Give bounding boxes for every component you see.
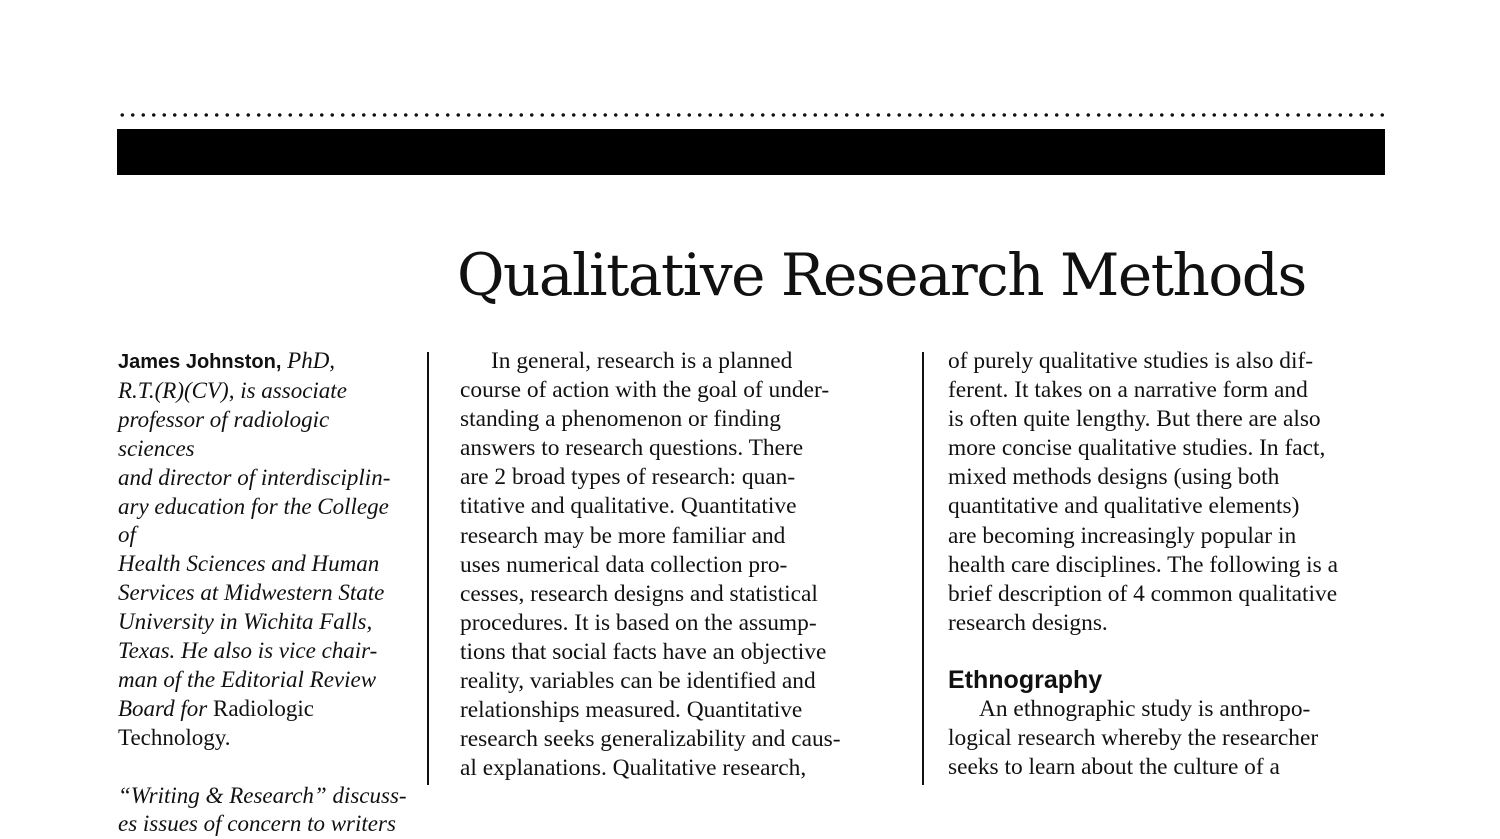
bio-line: Texas. He also is vice chair-: [118, 638, 378, 664]
text-line: answers to research questions. There: [460, 435, 804, 462]
bio-line: and director of interdisciplin-: [118, 464, 391, 490]
note-line: “Writing & Research” discuss-: [118, 782, 407, 808]
text-line: al explanations. Qualitative research,: [460, 755, 807, 782]
column-divider: [427, 352, 429, 785]
text-line: course of action with the goal of under-: [460, 377, 830, 404]
text-line: health care disciplines. The following is a: [948, 551, 1338, 578]
text-line: cesses, research designs and statistical: [460, 580, 818, 607]
text-line: seeks to learn about the culture of a: [948, 754, 1280, 781]
bio-line: R.T.(R)(CV), is associate: [118, 377, 347, 403]
bio-line: ary education for the College of: [118, 493, 389, 548]
bio-line: professor of radiologic sciences: [118, 406, 330, 461]
bio-line: Services at Midwestern State: [118, 580, 385, 606]
body-column-right: [948, 347, 1388, 782]
text-line: logical research whereby the researcher: [948, 725, 1319, 752]
text-line: standing a phenomenon or finding: [460, 406, 781, 433]
text-line: In general, research is a planned: [491, 348, 793, 374]
text-line: titative and qualitative. Quantitative: [460, 493, 797, 520]
text-line: are becoming increasingly popular in: [948, 522, 1297, 549]
author-name: James Johnston,: [118, 351, 282, 373]
text-line: ferent. It takes on a narrative form and: [948, 377, 1308, 404]
text-line: quantitative and qualitative elements): [948, 493, 1300, 520]
text-line: tions that social facts have an objective: [460, 638, 827, 665]
bio-line: Health Sciences and Human: [118, 551, 380, 577]
author-bio: [118, 347, 408, 753]
bio-line: Board for: [118, 695, 208, 721]
text-line: mixed methods designs (using both: [948, 464, 1280, 491]
text-line: brief description of 4 common qualitative: [948, 580, 1338, 607]
bio-line: man of the Editorial Review: [118, 666, 377, 692]
journal-name-cont: Technology.: [118, 724, 231, 750]
text-line: is often quite lengthy. But there are also: [948, 406, 1321, 433]
body-column-middle: [460, 347, 900, 783]
text-line: reality, variables can be identified and: [460, 668, 816, 695]
bio-line: University in Wichita Falls,: [118, 609, 373, 635]
text-line: relationships measured. Quantitative: [460, 697, 803, 724]
note-line: es issues of concern to writers: [118, 811, 396, 837]
text-line: research seeks generalizability and caus-: [460, 726, 841, 753]
dotted-rule: [117, 110, 1385, 120]
text-line: more concise qualitative studies. In fact,: [948, 435, 1326, 462]
journal-name: Radiologic: [207, 695, 314, 721]
column-note: [118, 782, 408, 839]
text-line: uses numerical data collection pro-: [460, 551, 788, 578]
text-line: are 2 broad types of research: quan-: [460, 464, 796, 491]
text-line: procedures. It is based on the assump-: [460, 609, 817, 636]
text-line: research designs.: [948, 609, 1108, 636]
article-title: Qualitative Research Methods: [457, 241, 1306, 309]
header-bar: [117, 129, 1385, 175]
column-divider: [922, 352, 924, 785]
author-sidebar: [118, 347, 408, 839]
bio-line: PhD,: [281, 348, 336, 373]
text-line: An ethnographic study is anthropo-: [979, 695, 1311, 722]
text-line: of purely qualitative studies is also dif-: [948, 348, 1314, 374]
section-heading: Ethnography: [948, 665, 1103, 694]
text-line: research may be more familiar and: [460, 522, 786, 549]
